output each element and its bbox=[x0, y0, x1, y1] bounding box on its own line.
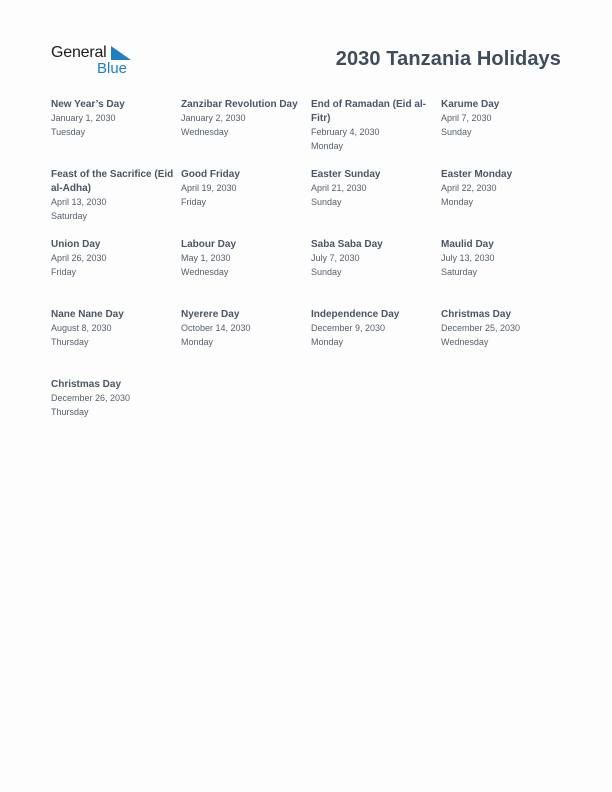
holiday-weekday: Monday bbox=[181, 336, 214, 347]
holiday-name: Feast of the Sacrifice (Eid al-Adha) bbox=[51, 169, 174, 194]
holiday-name: Easter Monday bbox=[441, 169, 513, 180]
holiday-weekday: Wednesday bbox=[181, 266, 229, 277]
holiday-item bbox=[311, 168, 441, 238]
holiday-date: July 7, 2030 bbox=[311, 253, 360, 263]
logo-general-text: General bbox=[51, 44, 107, 61]
holiday-name: Labour Day bbox=[181, 239, 237, 250]
holiday-weekday: Wednesday bbox=[441, 336, 489, 347]
holiday-name: Nane Nane Day bbox=[51, 309, 124, 320]
holiday-name: Nyerere Day bbox=[181, 309, 240, 320]
holiday-grid bbox=[51, 98, 571, 448]
holiday-name: End of Ramadan (Eid al-Fitr) bbox=[311, 99, 427, 124]
holiday-weekday: Monday bbox=[441, 196, 474, 207]
holiday-item bbox=[441, 168, 571, 238]
holiday-name: New Year’s Day bbox=[51, 99, 125, 110]
holiday-name: Karume Day bbox=[441, 99, 500, 110]
holiday-name: Christmas Day bbox=[441, 309, 512, 320]
holiday-date: May 1, 2030 bbox=[181, 253, 231, 263]
holiday-weekday: Friday bbox=[51, 266, 77, 277]
holiday-item bbox=[181, 308, 311, 378]
holiday-name: Good Friday bbox=[181, 169, 240, 180]
holiday-item bbox=[441, 238, 571, 308]
holiday-date: February 4, 2030 bbox=[311, 127, 380, 137]
holiday-weekday: Thursday bbox=[51, 336, 89, 347]
holiday-weekday: Sunday bbox=[441, 126, 472, 137]
holiday-name: Union Day bbox=[51, 239, 101, 250]
holiday-weekday: Saturday bbox=[441, 266, 478, 277]
holiday-item bbox=[311, 98, 441, 168]
holiday-item bbox=[51, 378, 181, 448]
holiday-item bbox=[181, 238, 311, 308]
page-title: 2030 Tanzania Holidays bbox=[335, 48, 561, 70]
holiday-item bbox=[311, 308, 441, 378]
holiday-item bbox=[51, 238, 181, 308]
holiday-weekday: Thursday bbox=[51, 406, 89, 417]
holiday-weekday: Friday bbox=[181, 196, 207, 207]
holiday-weekday: Saturday bbox=[51, 210, 88, 221]
holiday-name: Saba Saba Day bbox=[311, 239, 383, 250]
holiday-date: December 9, 2030 bbox=[311, 323, 386, 333]
holiday-date: October 14, 2030 bbox=[181, 323, 251, 333]
holiday-name: Zanzibar Revolution Day bbox=[181, 99, 298, 110]
holiday-weekday: Wednesday bbox=[181, 126, 229, 137]
holiday-name: Christmas Day bbox=[51, 379, 122, 390]
holiday-item bbox=[441, 308, 571, 378]
holiday-date: April 21, 2030 bbox=[311, 183, 367, 193]
holiday-weekday: Sunday bbox=[311, 196, 342, 207]
holiday-date: April 13, 2030 bbox=[51, 197, 107, 207]
generalblue-logo bbox=[51, 44, 135, 78]
holiday-item bbox=[51, 98, 181, 168]
holiday-name: Easter Sunday bbox=[311, 169, 381, 180]
holiday-item bbox=[181, 168, 311, 238]
logo-blue-text: Blue bbox=[97, 60, 128, 77]
holiday-item bbox=[311, 238, 441, 308]
holiday-date: July 13, 2030 bbox=[441, 253, 495, 263]
holiday-date: December 26, 2030 bbox=[51, 393, 131, 403]
holiday-item bbox=[51, 308, 181, 378]
holiday-weekday: Sunday bbox=[311, 266, 342, 277]
holiday-item bbox=[181, 98, 311, 168]
holiday-date: April 22, 2030 bbox=[441, 183, 497, 193]
holiday-weekday: Monday bbox=[311, 140, 344, 151]
holiday-date: August 8, 2030 bbox=[51, 323, 112, 333]
holiday-date: April 26, 2030 bbox=[51, 253, 107, 263]
holiday-weekday: Tuesday bbox=[51, 126, 86, 137]
holiday-date: April 19, 2030 bbox=[181, 183, 237, 193]
holiday-date: January 2, 2030 bbox=[181, 113, 246, 123]
holiday-name: Independence Day bbox=[311, 309, 400, 320]
holiday-date: December 25, 2030 bbox=[441, 323, 521, 333]
holiday-item bbox=[51, 168, 181, 238]
holiday-name: Maulid Day bbox=[441, 239, 494, 250]
holiday-date: April 7, 2030 bbox=[441, 113, 492, 123]
holiday-weekday: Monday bbox=[311, 336, 344, 347]
holiday-date: January 1, 2030 bbox=[51, 113, 116, 123]
holiday-item bbox=[441, 98, 571, 168]
